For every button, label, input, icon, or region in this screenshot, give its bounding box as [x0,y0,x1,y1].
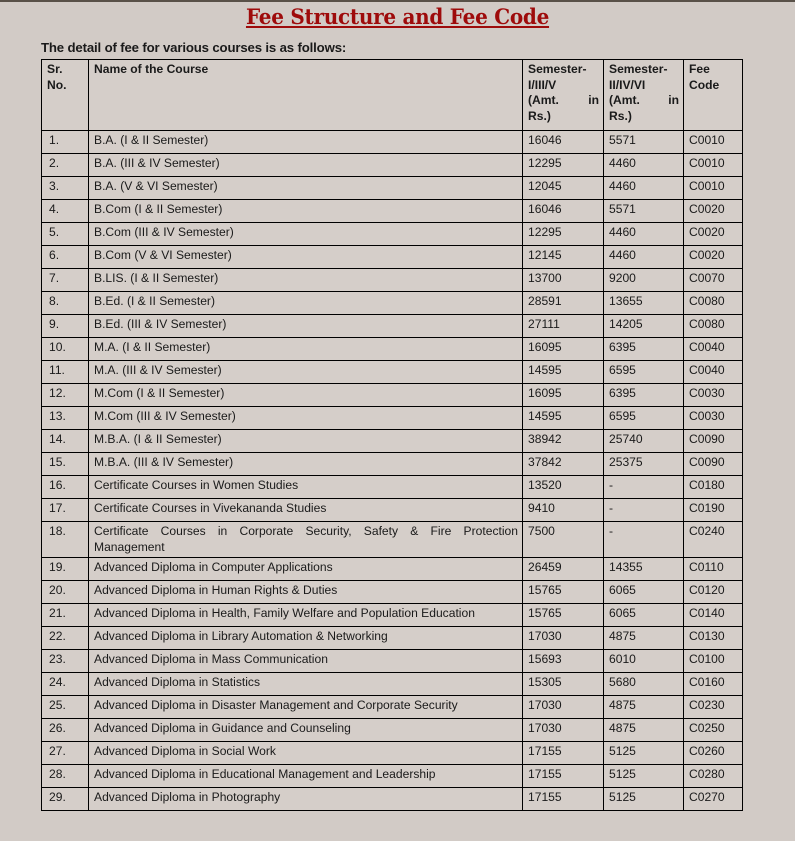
column-header-semester-odd-line2: I/III/V [528,77,557,92]
cell-fee-code: C0260 [684,742,743,765]
cell-sr-no: 14. [42,429,89,452]
table-row [42,452,743,475]
cell-semester-even-amount: 14355 [604,558,684,581]
cell-sr-no: 13. [42,406,89,429]
cell-sr-no: 5. [42,222,89,245]
subtitle-text: The detail of fee for various courses is as follows: [41,39,347,55]
cell-sr-no: 16. [42,475,89,498]
cell-course-name: Advanced Diploma in Photography [89,788,523,811]
cell-semester-odd-amount: 17155 [523,788,604,811]
cell-semester-odd-amount: 16046 [523,130,604,153]
table-row [42,245,743,268]
cell-semester-even-amount: 9200 [604,268,684,291]
cell-sr-no: 23. [42,650,89,673]
cell-sr-no: 7. [42,268,89,291]
cell-semester-odd-amount: 15765 [523,581,604,604]
cell-sr-no: 8. [42,291,89,314]
cell-fee-code: C0090 [684,429,743,452]
cell-fee-code: C0120 [684,581,743,604]
cell-semester-even-amount: 5571 [604,130,684,153]
cell-course-name: Advanced Diploma in Computer Applications [89,558,523,581]
cell-sr-no: 17. [42,498,89,521]
cell-course-name: M.Com (I & II Semester) [89,383,523,406]
cell-fee-code: C0080 [684,291,743,314]
table-row [42,673,743,696]
column-header-semester-even-line1: Semester- [609,61,668,76]
cell-semester-odd-amount: 13520 [523,475,604,498]
cell-fee-code: C0270 [684,788,743,811]
cell-course-name: M.B.A. (I & II Semester) [89,429,523,452]
cell-fee-code: C0020 [684,245,743,268]
cell-course-name: Advanced Diploma in Health, Family Welfare and Population Education [89,604,523,627]
cell-sr-no: 18. [42,521,89,558]
cell-semester-odd-amount: 12295 [523,222,604,245]
cell-semester-even-amount: 5125 [604,788,684,811]
cell-semester-even-amount: 4460 [604,176,684,199]
column-header-course-name [89,59,523,130]
cell-course-name: B.LIS. (I & II Semester) [89,268,523,291]
cell-semester-even-amount: 5125 [604,742,684,765]
cell-sr-no: 6. [42,245,89,268]
cell-semester-odd-amount: 15693 [523,650,604,673]
cell-semester-odd-amount: 16046 [523,199,604,222]
cell-fee-code: C0040 [684,360,743,383]
cell-course-name: B.Ed. (I & II Semester) [89,291,523,314]
column-header-semester-odd-line1: Semester- [528,61,587,76]
table-body [42,130,743,811]
column-header-semester-odd-line3: (Amt. in [528,93,599,108]
table-row [42,153,743,176]
cell-course-name: M.Com (III & IV Semester) [89,406,523,429]
cell-sr-no: 2. [42,153,89,176]
cell-fee-code: C0130 [684,627,743,650]
cell-course-name: Advanced Diploma in Educational Management and Leadership [89,765,523,788]
cell-sr-no: 19. [42,558,89,581]
cell-semester-even-amount: 5125 [604,765,684,788]
column-header-semester-odd-line4: Rs.) [528,109,551,124]
cell-semester-even-amount: 13655 [604,291,684,314]
table-row [42,199,743,222]
table-row [42,581,743,604]
cell-semester-odd-amount: 14595 [523,406,604,429]
cell-fee-code: C0010 [684,130,743,153]
cell-fee-code: C0010 [684,176,743,199]
cell-semester-odd-amount: 7500 [523,521,604,558]
cell-semester-even-amount: 4460 [604,153,684,176]
cell-sr-no: 12. [42,383,89,406]
column-header-fee-code [684,59,743,130]
page-title: Fee Structure and Fee Code [245,5,550,30]
table-row [42,765,743,788]
cell-semester-even-amount: - [604,498,684,521]
table-row [42,742,743,765]
column-header-semester-even-line2: II/IV/VI [609,77,646,92]
table-row [42,696,743,719]
cell-sr-no: 26. [42,719,89,742]
cell-fee-code: C0140 [684,604,743,627]
column-header-fee-code-line2: Code [689,77,720,92]
column-header-fee-code-line1: Fee [689,61,710,76]
cell-sr-no: 25. [42,696,89,719]
cell-course-name: Advanced Diploma in Guidance and Counseling [89,719,523,742]
cell-fee-code: C0030 [684,383,743,406]
cell-semester-even-amount: - [604,521,684,558]
cell-semester-odd-amount: 17155 [523,765,604,788]
cell-semester-odd-amount: 38942 [523,429,604,452]
table-row [42,360,743,383]
cell-fee-code: C0240 [684,521,743,558]
cell-course-name: Certificate Courses in Women Studies [89,475,523,498]
table-row [42,475,743,498]
table-row [42,130,743,153]
cell-sr-no: 21. [42,604,89,627]
cell-semester-odd-amount: 17030 [523,719,604,742]
table-row [42,498,743,521]
cell-semester-odd-amount: 15305 [523,673,604,696]
cell-fee-code: C0110 [684,558,743,581]
table-row [42,383,743,406]
cell-semester-even-amount: 14205 [604,314,684,337]
table-row [42,291,743,314]
table-row [42,337,743,360]
cell-course-name: Advanced Diploma in Disaster Management and Corporate Security [89,696,523,719]
cell-sr-no: 20. [42,581,89,604]
cell-semester-odd-amount: 26459 [523,558,604,581]
table-row [42,558,743,581]
cell-course-name: B.Com (I & II Semester) [89,199,523,222]
cell-course-name: M.A. (I & II Semester) [89,337,523,360]
fee-structure-table [41,59,743,812]
cell-semester-odd-amount: 27111 [523,314,604,337]
cell-sr-no: 15. [42,452,89,475]
cell-semester-even-amount: 4875 [604,719,684,742]
column-header-sr-no [42,59,89,130]
cell-sr-no: 1. [42,130,89,153]
cell-semester-even-amount: - [604,475,684,498]
cell-semester-even-amount: 4460 [604,222,684,245]
cell-fee-code: C0190 [684,498,743,521]
cell-semester-odd-amount: 17030 [523,627,604,650]
cell-course-name: Certificate Courses in Corporate Security, Safety & Fire Protection Management [89,521,523,558]
cell-sr-no: 10. [42,337,89,360]
table-row [42,314,743,337]
cell-sr-no: 22. [42,627,89,650]
column-header-course-name-label: Name of the Course [94,61,209,76]
cell-fee-code: C0080 [684,314,743,337]
cell-fee-code: C0180 [684,475,743,498]
cell-fee-code: C0230 [684,696,743,719]
table-row [42,222,743,245]
cell-sr-no: 29. [42,788,89,811]
cell-course-name: B.Com (III & IV Semester) [89,222,523,245]
column-header-semester-even [604,59,684,130]
cell-semester-odd-amount: 37842 [523,452,604,475]
cell-semester-even-amount: 6065 [604,604,684,627]
cell-sr-no: 24. [42,673,89,696]
cell-course-name: B.Com (V & VI Semester) [89,245,523,268]
cell-fee-code: C0020 [684,199,743,222]
cell-fee-code: C0070 [684,268,743,291]
cell-course-name: B.A. (III & IV Semester) [89,153,523,176]
table-row [42,650,743,673]
cell-semester-odd-amount: 13700 [523,268,604,291]
cell-semester-odd-amount: 16095 [523,337,604,360]
cell-course-name: M.A. (III & IV Semester) [89,360,523,383]
cell-semester-even-amount: 6595 [604,360,684,383]
cell-course-name: M.B.A. (III & IV Semester) [89,452,523,475]
column-header-sr-no-line2: No. [47,77,67,92]
cell-course-name: Advanced Diploma in Social Work [89,742,523,765]
cell-semester-even-amount: 4875 [604,696,684,719]
cell-fee-code: C0100 [684,650,743,673]
cell-fee-code: C0030 [684,406,743,429]
cell-course-name: B.A. (I & II Semester) [89,130,523,153]
cell-course-name: Advanced Diploma in Human Rights & Duties [89,581,523,604]
cell-fee-code: C0280 [684,765,743,788]
cell-sr-no: 4. [42,199,89,222]
cell-fee-code: C0250 [684,719,743,742]
cell-semester-odd-amount: 15765 [523,604,604,627]
table-row [42,521,743,558]
table-row [42,429,743,452]
cell-course-name: Advanced Diploma in Mass Communication [89,650,523,673]
cell-semester-even-amount: 5571 [604,199,684,222]
cell-semester-even-amount: 6395 [604,337,684,360]
cell-course-name: B.Ed. (III & IV Semester) [89,314,523,337]
cell-sr-no: 3. [42,176,89,199]
cell-semester-even-amount: 5680 [604,673,684,696]
table-row [42,268,743,291]
cell-semester-even-amount: 6065 [604,581,684,604]
table-row [42,719,743,742]
cell-semester-even-amount: 4460 [604,245,684,268]
cell-semester-odd-amount: 12295 [523,153,604,176]
cell-sr-no: 9. [42,314,89,337]
cell-semester-odd-amount: 12145 [523,245,604,268]
column-header-semester-even-line3: (Amt. in [609,93,679,108]
column-header-semester-odd [523,59,604,130]
cell-course-name: Certificate Courses in Vivekananda Studies [89,498,523,521]
cell-course-name: Advanced Diploma in Statistics [89,673,523,696]
cell-semester-even-amount: 6395 [604,383,684,406]
cell-semester-even-amount: 25375 [604,452,684,475]
table-row [42,627,743,650]
cell-fee-code: C0010 [684,153,743,176]
cell-sr-no: 11. [42,360,89,383]
cell-semester-even-amount: 25740 [604,429,684,452]
cell-fee-code: C0040 [684,337,743,360]
table-row [42,406,743,429]
cell-semester-odd-amount: 12045 [523,176,604,199]
cell-course-name: Advanced Diploma in Library Automation & Networking [89,627,523,650]
cell-semester-even-amount: 6595 [604,406,684,429]
cell-semester-even-amount: 6010 [604,650,684,673]
cell-course-name: B.A. (V & VI Semester) [89,176,523,199]
cell-semester-odd-amount: 16095 [523,383,604,406]
table-header-row [42,59,743,130]
column-header-sr-no-line1: Sr. [47,61,63,76]
table-header [42,59,743,130]
cell-semester-odd-amount: 14595 [523,360,604,383]
table-row [42,176,743,199]
cell-sr-no: 28. [42,765,89,788]
cell-semester-odd-amount: 9410 [523,498,604,521]
cell-semester-even-amount: 4875 [604,627,684,650]
table-row [42,604,743,627]
cell-semester-odd-amount: 28591 [523,291,604,314]
cell-fee-code: C0160 [684,673,743,696]
table-row [42,788,743,811]
column-header-semester-even-line4: Rs.) [609,109,632,124]
cell-semester-odd-amount: 17030 [523,696,604,719]
cell-fee-code: C0090 [684,452,743,475]
cell-sr-no: 27. [42,742,89,765]
cell-semester-odd-amount: 17155 [523,742,604,765]
cell-fee-code: C0020 [684,222,743,245]
